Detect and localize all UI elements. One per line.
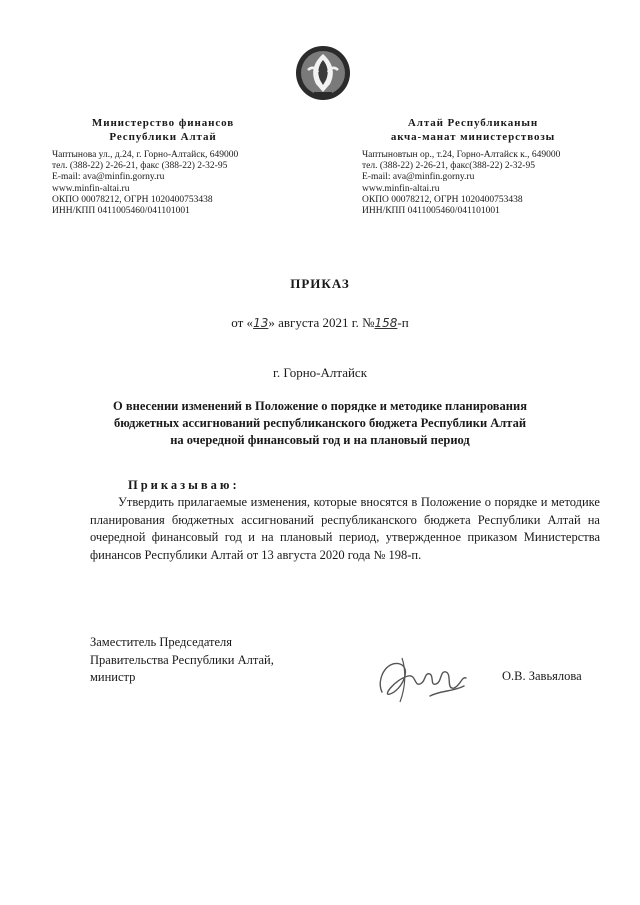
signer-position-line: Правительства Республики Алтай, <box>90 652 274 667</box>
contact-website: www.minfin-altai.ru <box>362 183 440 194</box>
contacts-right <box>362 150 622 217</box>
document-city: г. Горно-Алтайск <box>272 365 368 380</box>
contact-email: E-mail: ava@minfin.gorny.ru <box>52 172 165 183</box>
contact-address: Чаптынова ул., д.24, г. Горно-Алтайск, 649000 <box>52 150 239 160</box>
contact-phone: тел. (388-22) 2-26-21, факс(388-22) 2-32-95 <box>362 161 535 172</box>
signer-position-line: Заместитель Председателя <box>90 635 233 649</box>
document-subject <box>90 398 550 449</box>
org-name-left-line2: Республики Алтай <box>109 131 217 143</box>
org-name-right-line2: акча-манат министерствозы <box>390 131 556 143</box>
org-name-right <box>348 116 598 144</box>
contact-email: E-mail: ava@minfin.gorny.ru <box>362 172 475 183</box>
coat-of-arms-emblem <box>294 40 352 106</box>
document-date-line <box>0 315 640 331</box>
subject-line: О внесении изменений в Положение о порядке и методике планирования <box>113 399 527 413</box>
order-word: Приказываю: <box>128 478 240 492</box>
contact-inn-kpp: ИНН/КПП 0411005460/041101001 <box>52 206 190 217</box>
date-middle: » августа 2021 г. № <box>268 315 375 330</box>
subject-line: на очередной финансовый год и на плановый период <box>170 433 470 447</box>
document-number-suffix: -п <box>397 315 409 330</box>
contact-website: www.minfin-altai.ru <box>52 183 130 194</box>
contact-inn-kpp: ИНН/КПП 0411005460/041101001 <box>362 206 500 217</box>
contacts-left <box>52 150 312 217</box>
signer-position-line: министр <box>90 670 136 684</box>
subject-line: бюджетных ассигнований республиканского бюджета Республики Алтай <box>113 416 527 430</box>
signer-position <box>90 634 330 687</box>
org-name-right-line1: Алтай Республиканын <box>407 117 539 129</box>
date-day-handwritten: 13 <box>253 316 269 330</box>
handwritten-signature <box>372 650 480 710</box>
document-title: ПРИКАЗ <box>290 276 350 291</box>
contact-okpo-ogrn: ОКПО 00078212, ОГРН 1020400753438 <box>362 194 523 205</box>
document-body: Утвердить прилагаемые изменения, которые вносятся в Положение о порядке и методике планирования бюджетных ассигнований республиканского бюджета Республики Алтай на очередной финансовый год и на плановый период, утвержденное приказом Министерства финансов Республики Алтай от 13 августа 2020 года № 198-п. <box>90 495 600 562</box>
org-name-left-line1: Министерство финансов <box>91 117 235 129</box>
contact-phone: тел. (388-22) 2-26-21, факс (388-22) 2-32-95 <box>52 161 228 172</box>
contact-address: Чаптыновтын ор., т.24, Горно-Алтайск к., 649000 <box>362 150 561 160</box>
date-prefix: от « <box>231 315 254 330</box>
org-name-left <box>38 116 288 144</box>
signer-name: О.В. Завьялова <box>502 669 582 683</box>
contact-okpo-ogrn: ОКПО 00078212, ОГРН 1020400753438 <box>52 194 213 205</box>
document-number-handwritten: 158 <box>374 316 398 330</box>
